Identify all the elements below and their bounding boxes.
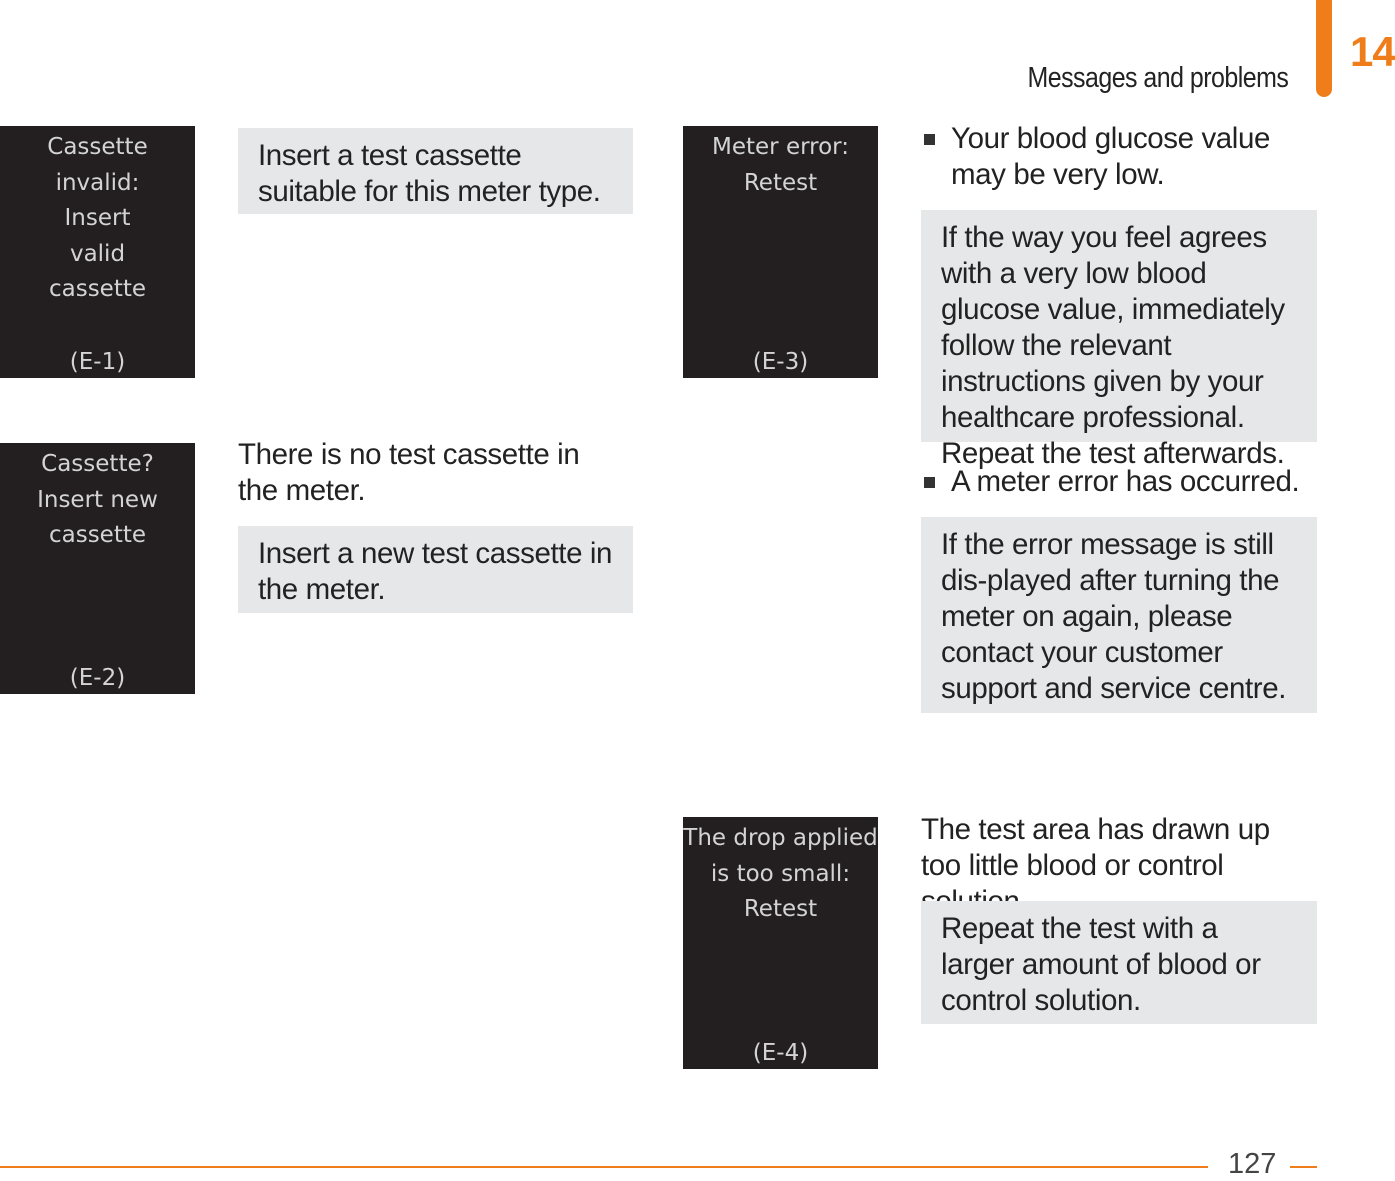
solution-text: Repeat the test with a larger amount of blood or control solution. <box>941 912 1261 1017</box>
screen-message: Cassette invalid: Insert valid cassette <box>47 134 148 302</box>
cause-text: There is no test cassette in the meter. <box>238 438 580 507</box>
footer-rule-end <box>1290 1166 1317 1168</box>
cause-text-e2 <box>238 437 618 509</box>
cause-text: The test area has drawn up too little blood or control <box>921 813 1270 882</box>
footer-rule <box>0 1166 1208 1168</box>
solution-box-e3-2 <box>921 517 1317 713</box>
section-title: Messages and problems <box>1027 62 1288 94</box>
solution-text: Insert a test cassette suitable for this meter type. <box>258 139 601 208</box>
error-code: (E-2) <box>69 665 126 691</box>
chapter-tab <box>1316 0 1332 97</box>
solution-text: If the error message is still dis-played after turning the meter on again, please contact your customer support and service centre. <box>941 528 1287 705</box>
error-code: (E-4) <box>752 1040 809 1066</box>
error-code: (E-1) <box>69 349 126 375</box>
solution-box-e4 <box>921 901 1317 1024</box>
cause-bullet-e3-2 <box>921 464 1331 500</box>
solution-text: If the way you feel agrees with a very low blood glucose value, immediately follow the relevant instructions given by your healthcare professional. Repeat the test afterwards. <box>941 221 1285 470</box>
meter-screen-e1 <box>0 126 195 378</box>
screen-message: Cassette? Insert new cassette <box>37 451 158 548</box>
solution-box-e1 <box>238 128 633 214</box>
screen-message: The drop applied is too small: Retest <box>683 825 878 922</box>
meter-screen-e4 <box>683 817 878 1069</box>
page-number: 127 <box>1228 1148 1277 1180</box>
solution-box-e3-1 <box>921 210 1317 470</box>
cause-text: Your blood glucose value may be very low. <box>951 122 1270 191</box>
cause-text: A meter error has occurred. <box>951 465 1300 498</box>
meter-screen-e2 <box>0 443 195 694</box>
screen-message: Meter error: Retest <box>712 134 849 196</box>
meter-screen-e3 <box>683 126 878 378</box>
error-code: (E-3) <box>752 349 809 375</box>
chapter-number: 14 <box>1350 28 1395 75</box>
solution-text: Insert a new test cassette in the meter. <box>258 537 613 606</box>
solution-box-e2 <box>238 526 633 613</box>
cause-bullet-e3-1 <box>921 121 1331 193</box>
